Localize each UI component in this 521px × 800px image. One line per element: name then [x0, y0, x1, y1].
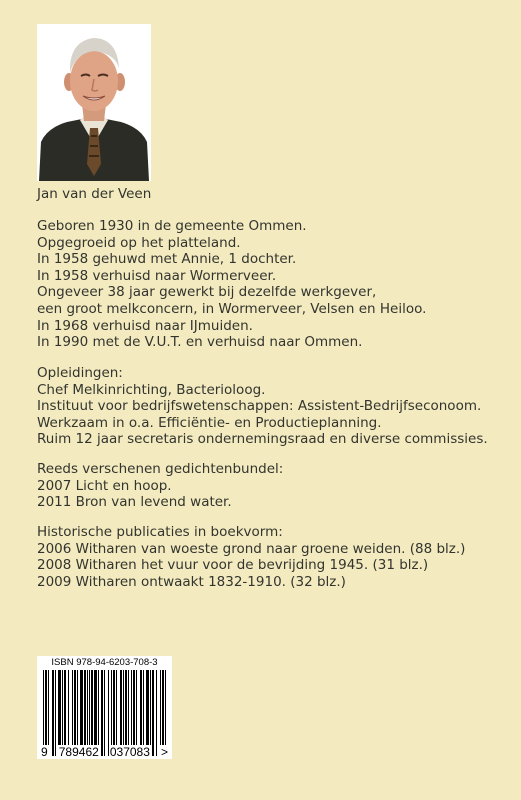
poetry-item: 2007 Licht en hoop.: [37, 477, 172, 494]
biography: [37, 218, 426, 351]
education-heading: Opleidingen:: [37, 365, 123, 381]
poetry-heading: Reeds verschenen gedichtenbundel:: [37, 461, 284, 477]
bio-line: In 1968 verhuisd naar IJmuiden.: [37, 317, 253, 334]
barcode-bar: [162, 670, 164, 756]
barcode-digits: [40, 745, 169, 759]
education-item: Ruim 12 jaar secretaris ondernemingsraad en diverse commissies.: [37, 431, 488, 448]
bio-line: een groot melkconcern, in Wormerveer, Velsen en Heiloo.: [37, 300, 427, 317]
barcode-bar: [64, 670, 66, 756]
bio-line: In 1990 met de V.U.T. en verhuisd naar Ommen.: [37, 334, 363, 351]
barcode-bar: [52, 670, 54, 756]
history-item: 2008 Witharen het vuur voor de bevrijding 1945. (31 blz.): [37, 557, 429, 574]
barcode-digit-first: 9: [41, 745, 48, 759]
bio-line: Geboren 1930 in de gemeente Ommen.: [37, 218, 307, 234]
barcode-bar: [68, 670, 69, 756]
barcode-bar: [94, 670, 97, 756]
education-section: [37, 365, 488, 448]
education-item: Chef Melkinrichting, Bacterioloog.: [37, 381, 266, 398]
education-item: Instituut voor bedrijfswetenschappen: Assistent-Bedrijfseconoom.: [37, 398, 482, 415]
barcode-bar: [45, 670, 47, 756]
barcode-bar: [136, 670, 137, 756]
barcode-bar: [111, 670, 112, 756]
barcode-bar: [131, 670, 132, 756]
barcode-bar: [77, 670, 78, 756]
barcode-bar: [62, 670, 63, 756]
barcode-bar: [74, 670, 76, 756]
author-photo: [37, 24, 151, 181]
barcode-bar: [108, 670, 109, 756]
barcode-digits-left: 789462: [58, 745, 99, 759]
author-name: Jan van der Veen: [37, 186, 152, 202]
poetry-item: 2011 Bron van levend water.: [37, 494, 232, 511]
history-section: [37, 524, 465, 590]
bio-line: Ongeveer 38 jaar gewerkt bij dezelfde werkgever,: [37, 284, 377, 301]
barcode-bar: [80, 670, 83, 756]
barcode-bar: [150, 670, 151, 756]
barcode-bar: [87, 670, 88, 756]
barcode-bar: [143, 670, 144, 756]
barcode-digit-end: >: [160, 745, 168, 759]
barcode-bar: [113, 670, 115, 756]
barcode-bar: [58, 670, 61, 756]
history-item: 2006 Witharen van woeste grond naar groene weiden. (88 blz.): [37, 540, 466, 557]
barcode-bar: [55, 670, 56, 756]
education-item: Werkzaam in o.a. Efficiëntie- en Productieplanning.: [37, 414, 382, 431]
barcode-bar: [123, 670, 124, 756]
barcode-bar: [43, 670, 44, 756]
barcode-bar: [128, 670, 129, 756]
isbn-barcode: [37, 656, 172, 759]
barcode-bar: [133, 670, 135, 756]
poetry-section: [37, 461, 283, 511]
barcode-bar: [120, 670, 122, 756]
barcode-bar: [146, 670, 149, 756]
barcode-bar: [156, 670, 157, 756]
barcode-bar: [98, 670, 99, 756]
barcode-bars: [37, 670, 172, 756]
barcode-bar: [116, 670, 117, 756]
barcode-bar: [165, 670, 166, 756]
barcode-bar: [152, 670, 154, 756]
bio-line: In 1958 verhuisd naar Wormerveer.: [37, 267, 277, 284]
barcode-bar: [91, 670, 93, 756]
barcode-bar: [140, 670, 142, 756]
barcode-bar: [125, 670, 127, 756]
barcode-bar: [72, 670, 73, 756]
isbn-label: ISBN 978-94-6203-708-3: [51, 657, 158, 668]
bio-line: In 1958 gehuwd met Annie, 1 dochter.: [37, 251, 297, 268]
barcode-bar: [101, 670, 103, 756]
barcode-bar: [84, 670, 86, 756]
barcode-bar: [89, 670, 90, 756]
barcode-bar: [160, 670, 161, 756]
barcode-bar: [104, 670, 105, 756]
bio-line: Opgegroeid op het platteland.: [37, 234, 241, 251]
history-item: 2009 Witharen ontwaakt 1832-1910. (32 blz.): [37, 573, 346, 590]
barcode-digits-right: 037083: [109, 745, 150, 759]
history-heading: Historische publicaties in boekvorm:: [37, 524, 283, 540]
barcode-bar: [48, 670, 49, 756]
